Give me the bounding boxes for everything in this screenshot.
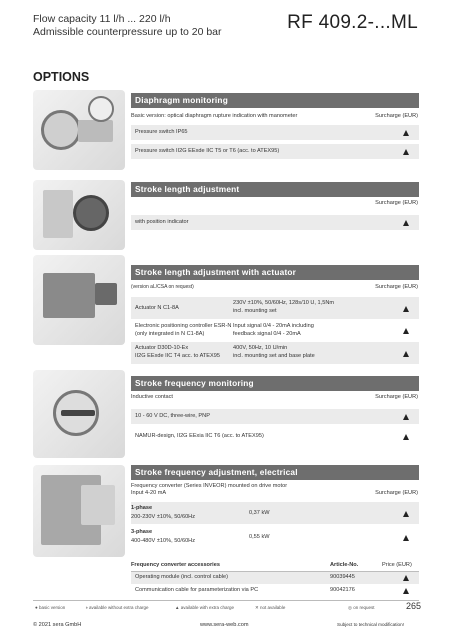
frequency-converter-description: Frequency converter (Series INVEOR) mounted on drive motor: [131, 483, 288, 489]
stroke-frequency-monitoring-description: Inductive contact: [131, 394, 173, 400]
basic-version-icon: ●: [35, 605, 38, 610]
legend-on-request-label: on request: [353, 605, 375, 610]
diaphragm-row: [131, 144, 419, 159]
phase-label: 1-phase: [131, 505, 153, 511]
extra-charge-icon: [403, 575, 409, 581]
stroke-frequency-monitoring-row-label: NAMUR-design, II2G EExia IIC T6 (acc. to ATEX95): [135, 433, 264, 439]
diaphragm-row: [131, 125, 419, 140]
accessory-article: 90042176: [330, 587, 355, 593]
actuator-row-right-2: incl. mounting set: [233, 308, 277, 314]
legend-no-charge: [85, 605, 149, 610]
diaphragm-row-label: Pressure switch IP65: [135, 129, 188, 135]
accessories-col-price: Price (EUR): [382, 562, 412, 568]
legend-not-available: [255, 605, 285, 611]
phase-voltage: 400-480V ±10%, 50/60Hz: [131, 538, 196, 544]
accessories-col-article: Article-No.: [330, 562, 359, 568]
header-subtitle: [33, 13, 222, 39]
header-flow-capacity: Flow capacity 11 l/h ... 220 l/h: [33, 13, 171, 25]
extra-charge-icon: [403, 535, 409, 541]
stroke-length-photo: [33, 180, 125, 250]
actuator-row-right-1: Input signal 0/4 - 20mA including: [233, 323, 314, 329]
actuator-row-right-2: incl. mounting set and base plate: [233, 353, 315, 359]
accessory-name: Operating module (incl. control cable): [135, 574, 228, 580]
legend-extra-label: available with extra charge: [180, 605, 235, 610]
actuator-row-right-2: feedback signal 0/4 - 20mA: [233, 331, 301, 337]
section-title-stroke-length: Stroke length adjustment: [131, 182, 419, 197]
model-title: RF 409.2-...ML: [287, 12, 418, 33]
extra-charge-icon: [403, 149, 409, 155]
actuator-row: [131, 342, 419, 364]
diaphragm-description: Basic version: optical diaphragm rupture indication with manometer: [131, 113, 298, 119]
actuator-row-left-1: Electronic positioning controller ESR-N: [135, 323, 232, 329]
legend-not-available-label: not available: [260, 605, 286, 610]
accessories-title: Frequency converter accessories: [131, 562, 220, 568]
section-title-stroke-frequency-electrical: Stroke frequency adjustment, electrical: [131, 465, 419, 480]
legend-basic-label: basic version: [38, 605, 66, 610]
phase-label: 3-phase: [131, 529, 153, 535]
page-title: OPTIONS: [33, 70, 90, 84]
accessory-article: 90039445: [330, 574, 355, 580]
actuator-row-right-1: 400V, 50Hz, 10 U/min: [233, 345, 288, 351]
section-title-diaphragm: Diaphragm monitoring: [131, 93, 419, 108]
stroke-frequency-monitoring-photo: [33, 370, 125, 458]
stroke-frequency-monitoring-surcharge-header: Surcharge (EUR): [375, 394, 418, 400]
accessory-name: Communication cable for parameterization via PC: [135, 587, 259, 593]
legend-basic: [35, 605, 65, 610]
section-title-stroke-frequency-monitoring: Stroke frequency monitoring: [131, 376, 419, 391]
not-available-icon: ✕: [255, 605, 259, 610]
no-charge-icon: ◑: [85, 605, 88, 610]
footer-note: Subject to technical modification!: [337, 622, 404, 627]
extra-charge-icon: [403, 306, 409, 312]
phase-power: 0,55 kW: [249, 534, 270, 540]
diaphragm-surcharge-header: Surcharge (EUR): [375, 113, 418, 119]
frequency-converter-surcharge-header: Surcharge (EUR): [375, 490, 418, 496]
frequency-converter-input: Input 4-20 mA: [131, 490, 167, 496]
actuator-note: (version aL/CSA on request): [131, 284, 194, 290]
stroke-length-row: [131, 215, 419, 230]
legend-no-charge-label: available without extra charge: [88, 605, 149, 610]
extra-charge-icon: [403, 511, 409, 517]
actuator-row: [131, 322, 419, 340]
extra-charge-icon: [403, 220, 409, 226]
extra-charge-icon: [403, 130, 409, 136]
extra-charge-icon: [403, 434, 409, 440]
extra-charge-icon: [403, 414, 409, 420]
phase-voltage: 200-230V ±10%, 50/60Hz: [131, 514, 196, 520]
footer-url[interactable]: www.sera-web.com: [200, 622, 249, 628]
legend-extra: [175, 605, 234, 610]
extra-charge-icon: [403, 328, 409, 334]
legend-on-request: [348, 605, 374, 611]
actuator-photo: [33, 255, 125, 345]
actuator-row-left: Actuator N C1-8A: [135, 305, 179, 311]
actuator-row-left-2: II2G EExde IIC T4 acc. to ATEX95: [135, 353, 220, 359]
diaphragm-monitoring-photo: [33, 90, 125, 170]
footer-divider: [33, 600, 419, 601]
actuator-row-left-2: (only integrated in N C1-8A): [135, 331, 205, 337]
stroke-frequency-monitoring-row: [131, 429, 419, 444]
stroke-frequency-monitoring-row: [131, 409, 419, 424]
diaphragm-row-label: Pressure switch II2G EExde IIC T5 or T6 (acc. to ATEX95): [135, 148, 280, 154]
actuator-row: [131, 297, 419, 319]
page-number: 265: [405, 601, 421, 611]
actuator-row-right-1: 230V ±10%, 50/60Hz, 128s/10 U, 1,5Nm: [233, 300, 335, 306]
extra-charge-icon: [403, 588, 409, 594]
actuator-row-left-1: Actuator D30D-10-Ex: [135, 345, 189, 351]
stroke-frequency-monitoring-row-label: 10 - 60 V DC, three-wire, PNP: [135, 413, 210, 419]
stroke-length-surcharge-header: Surcharge (EUR): [375, 200, 418, 206]
header-counterpressure: Admissible counterpressure up to 20 bar: [33, 26, 222, 38]
footer-copyright: © 2021 sera GmbH: [33, 622, 82, 628]
accessory-row: [131, 572, 419, 584]
phase-row: [131, 502, 419, 524]
frequency-converter-photo: [33, 465, 125, 557]
extra-charge-icon: ▲: [175, 605, 180, 610]
on-request-icon: ◎: [348, 605, 352, 610]
section-title-stroke-length-actuator: Stroke length adjustment with actuator: [131, 265, 419, 280]
phase-power: 0,37 kW: [249, 510, 270, 516]
accessory-row: [131, 585, 419, 597]
actuator-surcharge-header: Surcharge (EUR): [375, 284, 418, 290]
extra-charge-icon: [403, 351, 409, 357]
phase-row: [131, 526, 419, 548]
stroke-length-row-label: with position indicator: [135, 219, 189, 225]
